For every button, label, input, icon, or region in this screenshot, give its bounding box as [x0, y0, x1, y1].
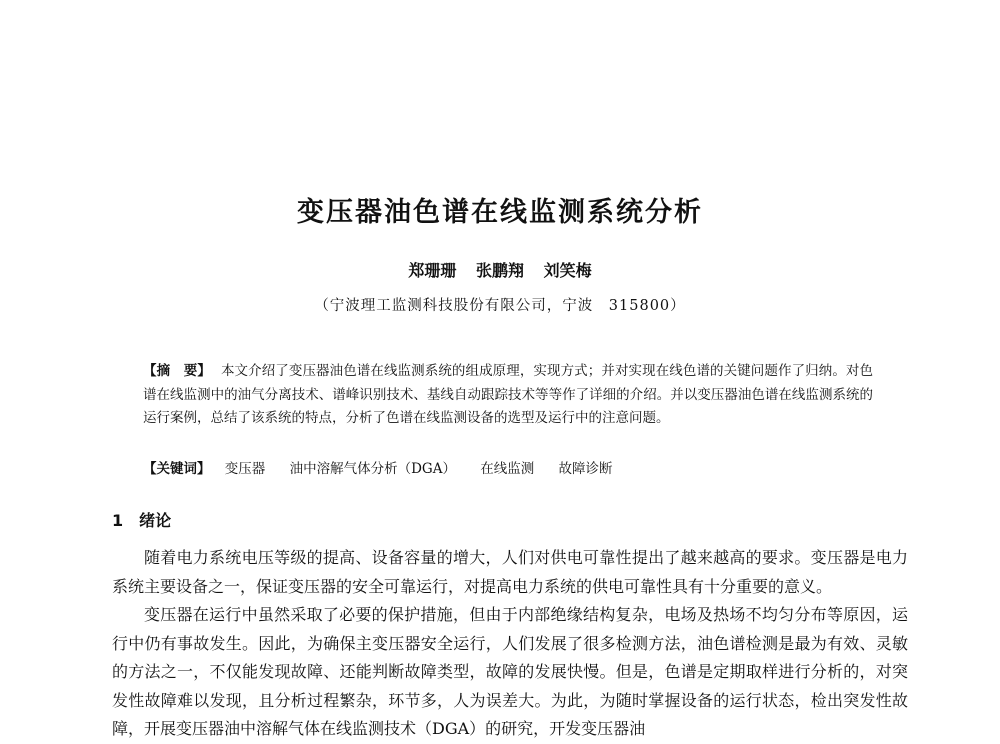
section-heading	[112, 508, 171, 531]
keyword: 油中溶解气体分析（DGA）	[289, 461, 456, 477]
affiliation: （宁波理工监测科技股份有限公司，宁波 315800）	[314, 298, 686, 314]
keyword: 在线监测	[480, 461, 535, 477]
keyword: 变压器	[224, 461, 266, 477]
keywords	[143, 458, 873, 481]
paper-title: 变压器油色谱在线监测系统分析	[297, 197, 703, 228]
author-list	[0, 258, 1000, 281]
paragraph: 变压器在运行中虽然采取了必要的保护措施，但由于内部绝缘结构复杂，电场及热场不均匀分布等原因，运行中仍有事故发生。因此，为确保主变压器安全运行，人们发展了很多检测方法，油色谱检测是最为有效、灵敏的方法之一，不仅能发现故障、还能判断故障类型，故障的发展快慢。但是，色谱是定期取样进行分析的，对突发性故障难以发现，且分析过程繁杂，环节多，人为误差大。为此，为随时掌握设备的运行状态，检出突发性故障，开展变压器油中溶解气体在线监测技术（DGA）的研究，开发变压器油	[112, 605, 908, 738]
paragraph: 随着电力系统电压等级的提高、设备容量的增大，人们对供电可靠性提出了越来越高的要求。变压器是电力系统主要设备之一，保证变压器的安全可靠运行，对提高电力系统的供电可靠性具有十分重要的意义。	[112, 548, 908, 596]
author: 张鹏翔	[475, 261, 524, 280]
abstract-label: 【摘 要】	[143, 363, 211, 379]
author: 郑珊珊	[408, 261, 457, 280]
author: 刘笑梅	[543, 261, 592, 280]
section-number: 1	[112, 511, 124, 530]
abstract-text: 本文介绍了变压器油色谱在线监测系统的组成原理，实现方式；并对实现在线色谱的关键问题作了归纳。对色谱在线监测中的油气分离技术、谱峰识别技术、基线自动跟踪技术等等作了详细的介绍。并以变压器油色谱在线监测系统的运行案例，总结了该系统的特点，分析了色谱在线监测设备的选型及运行中的注意问题。	[143, 363, 874, 426]
keyword: 故障诊断	[558, 461, 613, 477]
abstract	[143, 360, 873, 431]
section-title: 绪论	[139, 511, 172, 530]
keywords-label: 【关键词】	[143, 461, 211, 477]
